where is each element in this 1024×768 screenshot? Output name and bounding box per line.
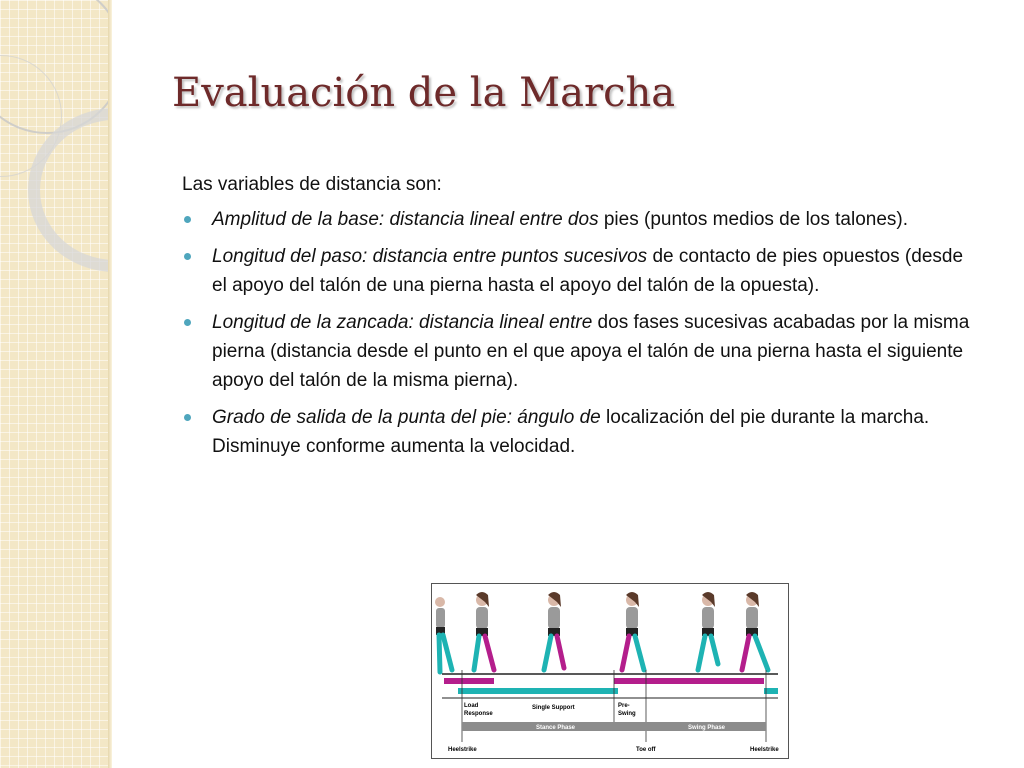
walking-figure xyxy=(698,592,718,670)
bullet-text: localización del pie durante la marcha. Disminuye conforme aumenta la velocidad. xyxy=(212,407,930,457)
bullet-dot xyxy=(184,319,191,326)
label-pre-swing: Pre- xyxy=(618,703,630,709)
bullet-dot xyxy=(184,216,191,223)
bullet-term: Longitud del paso: distancia entre puntos sucesivos xyxy=(212,246,648,267)
label-stance-phase: Stance Phase xyxy=(536,725,576,731)
bullet-term: Longitud de la zancada: distancia lineal entre xyxy=(212,312,593,333)
walking-figure xyxy=(742,592,768,670)
bullet-item xyxy=(182,308,982,395)
bullet-text: pies (puntos medios de los talones). xyxy=(598,209,909,230)
walking-figure xyxy=(622,592,644,670)
limb-bar xyxy=(614,678,764,684)
bullet-item xyxy=(182,242,982,300)
label-load-response: Response xyxy=(464,711,493,717)
intro-text: Las variables de distancia son: xyxy=(182,174,442,195)
limb-bar xyxy=(458,688,618,694)
gait-cycle-diagram xyxy=(432,584,788,758)
slide-body xyxy=(182,170,982,469)
label-heelstrike: Heelstrike xyxy=(448,747,477,753)
bullet-text: dos fases sucesivas acabadas por la misma pierna (distancia desde el punto en el que apoya el talón de una pierna hasta el siguiente apoyo del talón de la misma pierna). xyxy=(212,312,970,391)
walking-figure xyxy=(435,597,452,672)
bullet-term: Amplitud de la base: distancia lineal entre dos xyxy=(212,209,599,230)
label-pre-swing: Swing xyxy=(618,711,636,717)
label-heelstrike: Heelstrike xyxy=(750,747,779,753)
label-single-support: Single Support xyxy=(532,705,575,711)
bullet-item xyxy=(182,205,982,234)
walking-figure xyxy=(544,592,564,670)
bullet-item xyxy=(182,403,982,461)
bullet-dot xyxy=(184,253,191,260)
sidebar-edge xyxy=(108,0,112,768)
bullet-dot xyxy=(184,414,191,421)
bullet-list xyxy=(182,205,982,461)
slide-title: Evaluación de la Marcha xyxy=(172,70,676,116)
decorative-sidebar xyxy=(0,0,112,768)
bullet-text: de contacto de pies opuestos (desde el apoyo del talón de una pierna hasta el apoyo del talón de la opuesta). xyxy=(212,246,964,296)
label-swing-phase: Swing Phase xyxy=(688,725,726,731)
walking-figures xyxy=(435,592,768,672)
gait-cycle-figure xyxy=(431,583,789,759)
limb-bar xyxy=(444,678,494,684)
walking-figure xyxy=(474,592,494,670)
label-toe-off: Toe off xyxy=(636,747,656,753)
bullet-term: Grado de salida de la punta del pie: ángulo de xyxy=(212,407,601,428)
label-load-response: Load xyxy=(464,703,479,709)
